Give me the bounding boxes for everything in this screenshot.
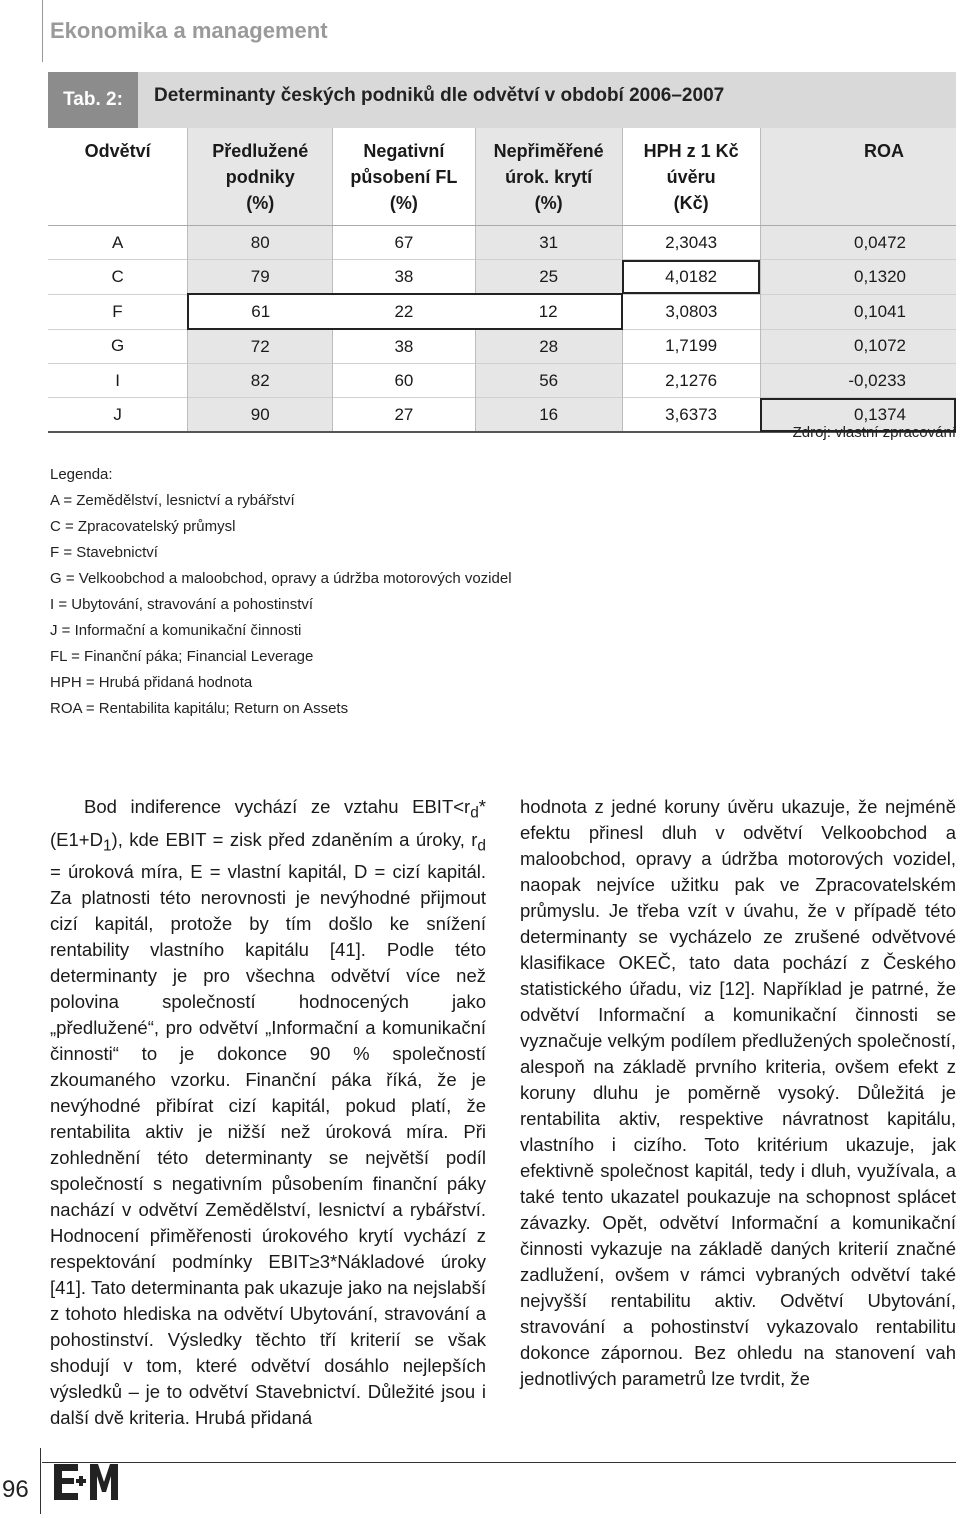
determinants-table xyxy=(48,128,956,433)
cell-negative-fl: 38 xyxy=(333,329,476,364)
cell-negative-fl-highlighted: 22 xyxy=(333,294,476,329)
table-row xyxy=(48,329,956,364)
col-header-negative-fl: Negativní působení FL (%) xyxy=(333,128,476,226)
cell-overindebted: 90 xyxy=(188,398,333,433)
legend-item: HPH = Hrubá přidaná hodnota xyxy=(50,674,253,691)
cell-interest-cover: 28 xyxy=(475,329,622,364)
cell-interest-cover: 25 xyxy=(475,260,622,295)
legend-item: I = Ubytování, stravování a pohostinství xyxy=(50,596,314,613)
legend-item: FL = Finanční páka; Financial Leverage xyxy=(50,648,314,665)
legend-heading: Legenda: xyxy=(50,466,113,483)
table-row xyxy=(48,260,956,295)
cell-sector: F xyxy=(48,294,188,329)
cell-roa: 0,1320 xyxy=(760,260,956,295)
col-header-roa: ROA xyxy=(760,128,956,226)
cell-overindebted: 79 xyxy=(188,260,333,295)
cell-roa: -0,0233 xyxy=(760,364,956,398)
page-number: 96 xyxy=(2,1476,29,1503)
cell-negative-fl: 67 xyxy=(333,226,476,260)
cell-sector: A xyxy=(48,226,188,260)
legend-item: J = Informační a komunikační činnosti xyxy=(50,622,302,639)
legend-item: F = Stavebnictví xyxy=(50,544,158,561)
footer-rule-vertical xyxy=(40,1448,41,1514)
cell-interest-cover: 56 xyxy=(475,364,622,398)
header-rule xyxy=(42,0,43,62)
cell-interest-cover: 31 xyxy=(475,226,622,260)
cell-gva: 2,3043 xyxy=(622,226,760,260)
col-header-sector: Odvětví xyxy=(48,128,188,226)
cell-gva-highlighted: 4,0182 xyxy=(622,260,760,295)
col-header-overindebted: Předlužené podniky (%) xyxy=(188,128,333,226)
legend xyxy=(50,462,512,722)
cell-roa-highlighted: 0,1374 xyxy=(760,398,956,433)
em-logo xyxy=(54,1460,124,1502)
footer-rule xyxy=(42,1462,956,1463)
cell-roa: 0,1072 xyxy=(760,329,956,364)
table-row-highlighted xyxy=(48,294,956,329)
cell-gva: 3,6373 xyxy=(622,398,760,433)
cell-roa: 0,1041 xyxy=(760,294,956,329)
table-caption xyxy=(48,72,956,128)
cell-sector: I xyxy=(48,364,188,398)
table-row xyxy=(48,364,956,398)
legend-item: G = Velkoobchod a maloobchod, opravy a údržba motorových vozidel xyxy=(50,570,512,587)
cell-overindebted: 82 xyxy=(188,364,333,398)
paragraph: Bod indiference vychází ze vztahu $EBIT<r_d*(E1+D_1)$, kde EBIT = zisk před zdaněním a úroky, $r_d$ = úroková míra, E = vlastní kapitál, D = cizí kapitál. Za platnosti této nerovnosti je nevýhodné přijmout cizí kapitál, protože by tím došlo ke snížení rentability vlastního kapitálu [41]. Podle této determinanty je pro všechna odvětví více než polovina společností hodnocených jako „předlužené“, pro odvětví „Informační a komunikační činnosti“ to je dokonce 90 % společností zkoumaného vzorku. Finanční páka říká, že je nevýhodné přibírat cizí kapitál, pokud platí, že rentabilita aktiv je nižší než úroková míra. Při zohlednění této determinanty se největší podíl společností s negativním působením finanční páky nachází v odvětví Zemědělství, lesnictví a rybářství. Hodnocení přiměřenosti úrokového krytí vychází z respektování podmínky EBIT≥3*Nákladové úroky [41]. Tato determinanta pak ukazuje jako na nejslabší z tohoto hlediska na odvětví Ubytování, stravování a pohostinství. Výsledky těchto tří kriterií se však shodují v tom, které odvětví dosáhlo nejlepších výsledků – je to odvětví Stavebnictví. Důležité jsou i další dvě kriteria. Hrubá přidaná xyxy=(50,796,486,1429)
cell-sector: G xyxy=(48,329,188,364)
cell-interest-cover: 16 xyxy=(475,398,622,433)
table-label: Tab. 2: xyxy=(48,72,138,128)
table-row xyxy=(48,226,956,260)
table-source: Zdroj: vlastní zpracování xyxy=(792,424,956,441)
body-column-right xyxy=(520,794,956,1392)
legend-item: ROA = Rentabilita kapitálu; Return on Assets xyxy=(50,700,349,717)
cell-overindebted: 80 xyxy=(188,226,333,260)
table-title: Determinanty českých podniků dle odvětví v období 2006–2007 xyxy=(154,85,725,106)
cell-overindebted-highlighted: 61 xyxy=(188,294,333,329)
cell-sector: J xyxy=(48,398,188,433)
cell-roa: 0,0472 xyxy=(760,226,956,260)
table-header-row xyxy=(48,128,956,226)
cell-gva: 2,1276 xyxy=(622,364,760,398)
cell-overindebted: 72 xyxy=(188,329,333,364)
cell-negative-fl: 38 xyxy=(333,260,476,295)
cell-sector: C xyxy=(48,260,188,295)
cell-negative-fl: 60 xyxy=(333,364,476,398)
journal-title: Ekonomika a management xyxy=(50,18,328,43)
cell-gva: 1,7199 xyxy=(622,329,760,364)
cell-negative-fl: 27 xyxy=(333,398,476,433)
cell-gva: 3,0803 xyxy=(622,294,760,329)
legend-item: C = Zpracovatelský průmysl xyxy=(50,518,236,535)
legend-item: A = Zemědělství, lesnictví a rybářství xyxy=(50,492,295,509)
col-header-interest-cover: Nepřiměřené úrok. krytí (%) xyxy=(475,128,622,226)
cell-interest-cover-highlighted: 12 xyxy=(475,294,622,329)
col-header-gva-per-loan: HPH z 1 Kč úvěru (Kč) xyxy=(622,128,760,226)
paragraph: hodnota z jedné koruny úvěru ukazuje, že nejméně efektu přinesl dluh v odvětví Velkoobchod a maloobchod, opravy a údržba motorových vozidel, naopak nejvíce užitku pak ve Zpracovatelském průmyslu. Je třeba vzít v úvahu, že v případě této determinanty se vycházelo ze zrušené odvětvové klasifikace OKEČ, tato data pochází z Českého statistického úřadu, viz [12]. Například je patrné, že odvětví Informační a komunikační činnosti se vyznačuje velkým podílem předlužených společností, alespoň na základě prvního kriteria, ovšem efekt z koruny dluhu je poměrně vysoký. Důležitá je rentabilita aktiv, respektive návratnost kapitálu, vlastního i cizího. Toto kritérium ukazuje, jak efektivně společnost kapitál, tedy i dluh, využívala, a také tento ukazatel poukazuje na schopnost splácet závazky. Opět, odvětví Informační a komunikační činnosti vykazuje na základě daných kriterií značné zadlužení, ovšem v rámci vybraných odvětví také nejvyšší rentabilitu aktiv. Odvětví Ubytování, stravování a pohostinství vykazovalo rentabilitu dokonce zápornou. Bez ohledu na stanovení vah jednotlivých parametrů lze tvrdit, že xyxy=(520,796,956,1389)
body-column-left xyxy=(50,794,486,1431)
